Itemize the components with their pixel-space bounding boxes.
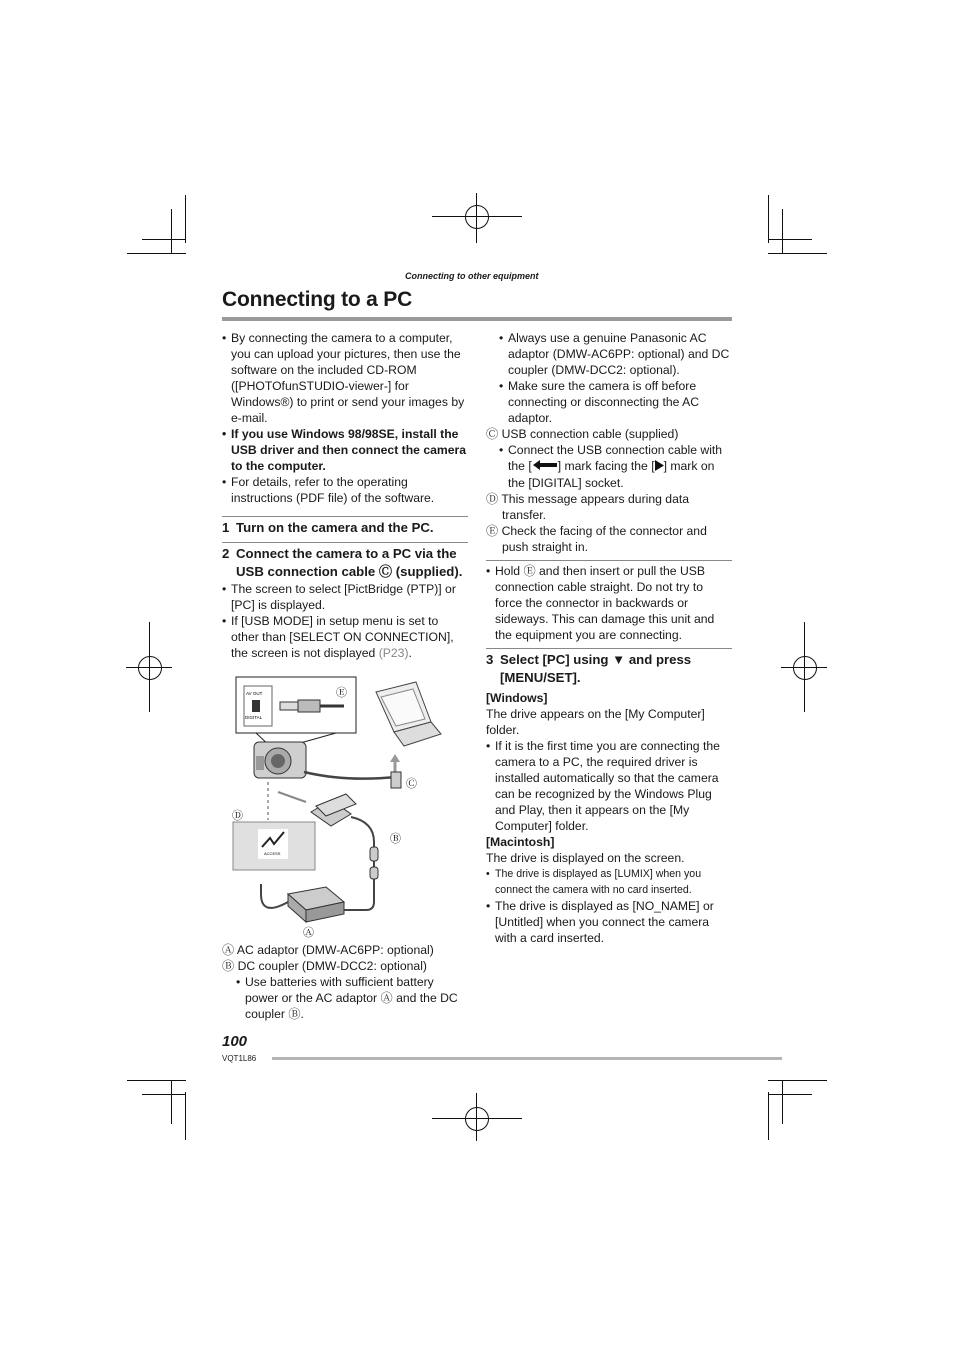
socket-label-bottom: DIGITAL xyxy=(245,715,263,720)
left-column xyxy=(222,330,468,661)
step-text: Connect the camera to a PC via the USB connection cable Ⓒ (supplied). xyxy=(236,546,463,579)
divider xyxy=(222,542,468,543)
legend-a: Ⓐ AC adaptor (DMW-AC6PP: optional) xyxy=(222,943,434,957)
legend-b: Ⓑ DC coupler (DMW-DCC2: optional) xyxy=(222,959,427,973)
page-title: Connecting to a PC xyxy=(222,288,413,311)
hold-bullet: • Hold Ⓔ and then insert or pull the USB connection cable straight. Do not try to force the connector in backwards or sideways. This can damage this unit and the equipment you are connecting. xyxy=(486,563,732,643)
intro-bullet-warning: • If you use Windows 98/98SE, install the USB driver and then connect the camera to the computer. xyxy=(222,426,468,474)
divider xyxy=(222,516,468,517)
socket-label-top: AV OUT xyxy=(246,691,263,696)
right-column xyxy=(486,330,732,946)
left-arrow-icon xyxy=(532,459,558,475)
label-e: Ⓔ Check the facing of the connector and push straight in. xyxy=(486,524,707,554)
play-triangle-icon xyxy=(655,459,664,475)
top-bullet: • Make sure the camera is off before connecting or disconnecting the AC adaptor. xyxy=(499,378,732,426)
c-bullet-text-b: ] mark facing the [ xyxy=(557,459,655,473)
section-label: Connecting to other equipment xyxy=(405,271,539,281)
callout-a: Ⓐ xyxy=(303,927,314,939)
step-1 xyxy=(222,519,468,537)
c-bullet-text-c: ] mark on the [DIGITAL] socket. xyxy=(508,459,715,490)
divider xyxy=(486,648,732,649)
label-c-bullet xyxy=(499,442,732,491)
step-text: Select [PC] using ▼ and press [MENU/SET]. xyxy=(500,652,692,685)
footer-rule xyxy=(272,1057,782,1060)
page-number: 100 xyxy=(222,1033,248,1050)
step-number: 2 xyxy=(222,546,230,561)
page-reference-link[interactable]: (P23) xyxy=(378,646,409,660)
callout-d: Ⓓ xyxy=(232,810,243,822)
figure-legend xyxy=(222,942,468,1022)
model-code: VQT1L86 xyxy=(222,1054,257,1063)
step2-bullet: • The screen to select [PictBridge (PTP)] or [PC] is displayed. xyxy=(222,581,468,613)
title-rule xyxy=(222,317,732,321)
top-bullet: • Always use a genuine Panasonic AC adaptor (DMW-AC6PP: optional) and DC coupler (DMW-DCC2: optional). xyxy=(499,330,732,378)
windows-bullet: • If it is the first time you are connecting the camera to a PC, the required driver is installed automatically so that the camera can be recognized by the Windows Plug and Play, then it appears on the [My Computer] folder. xyxy=(486,738,732,834)
step-text: Turn on the camera and the PC. xyxy=(236,520,434,535)
mac-bullet: • The drive is displayed as [LUMIX] when you connect the camera with no card inserted. xyxy=(486,866,732,898)
connection-figure xyxy=(226,672,466,944)
callout-e: Ⓔ xyxy=(336,687,347,699)
step-2 xyxy=(222,545,468,581)
label-d: Ⓓ This message appears during data transfer. xyxy=(486,492,690,522)
intro-bullet: • By connecting the camera to a computer, you can upload your pictures, then use the software on the included CD-ROM ([PHOTOfunSTUDIO-viewer-] for Windows®) to print or send your images by e-mail. xyxy=(222,330,468,426)
mac-heading: [Macintosh] xyxy=(486,835,555,849)
legend-bullet: • Use batteries with sufficient battery power or the AC adaptor Ⓐ and the DC coupler Ⓑ. xyxy=(236,974,468,1022)
intro-bullet: • For details, refer to the operating instructions (PDF file) of the software. xyxy=(222,474,468,506)
step2-bullet-text: If [USB MODE] in setup menu is set to other than [SELECT ON CONNECTION], the screen is not displayed xyxy=(231,614,454,660)
callout-c: Ⓒ xyxy=(406,778,417,790)
access-screen-label: ACCESS xyxy=(264,851,281,856)
windows-heading: [Windows] xyxy=(486,691,548,705)
step2-bullet: • If [USB MODE] in setup menu is set to other than [SELECT ON CONNECTION], the screen is not displayed (P23). xyxy=(222,613,468,661)
windows-text: The drive appears on the [My Computer] folder. xyxy=(486,707,705,737)
callout-b: Ⓑ xyxy=(390,833,401,845)
label-c: Ⓒ USB connection cable (supplied) xyxy=(486,427,679,441)
mac-text: The drive is displayed on the screen. xyxy=(486,851,685,865)
c-bullet-text-a: Connect the USB connection cable with the [ xyxy=(508,443,723,473)
step-number: 1 xyxy=(222,520,230,535)
mac-bullet: • The drive is displayed as [NO_NAME] or [Untitled] when you connect the camera with a card inserted. xyxy=(486,898,732,946)
divider xyxy=(486,560,732,561)
connection-diagram xyxy=(226,672,466,944)
step-number: 3 xyxy=(486,652,494,667)
step-3 xyxy=(486,651,732,687)
